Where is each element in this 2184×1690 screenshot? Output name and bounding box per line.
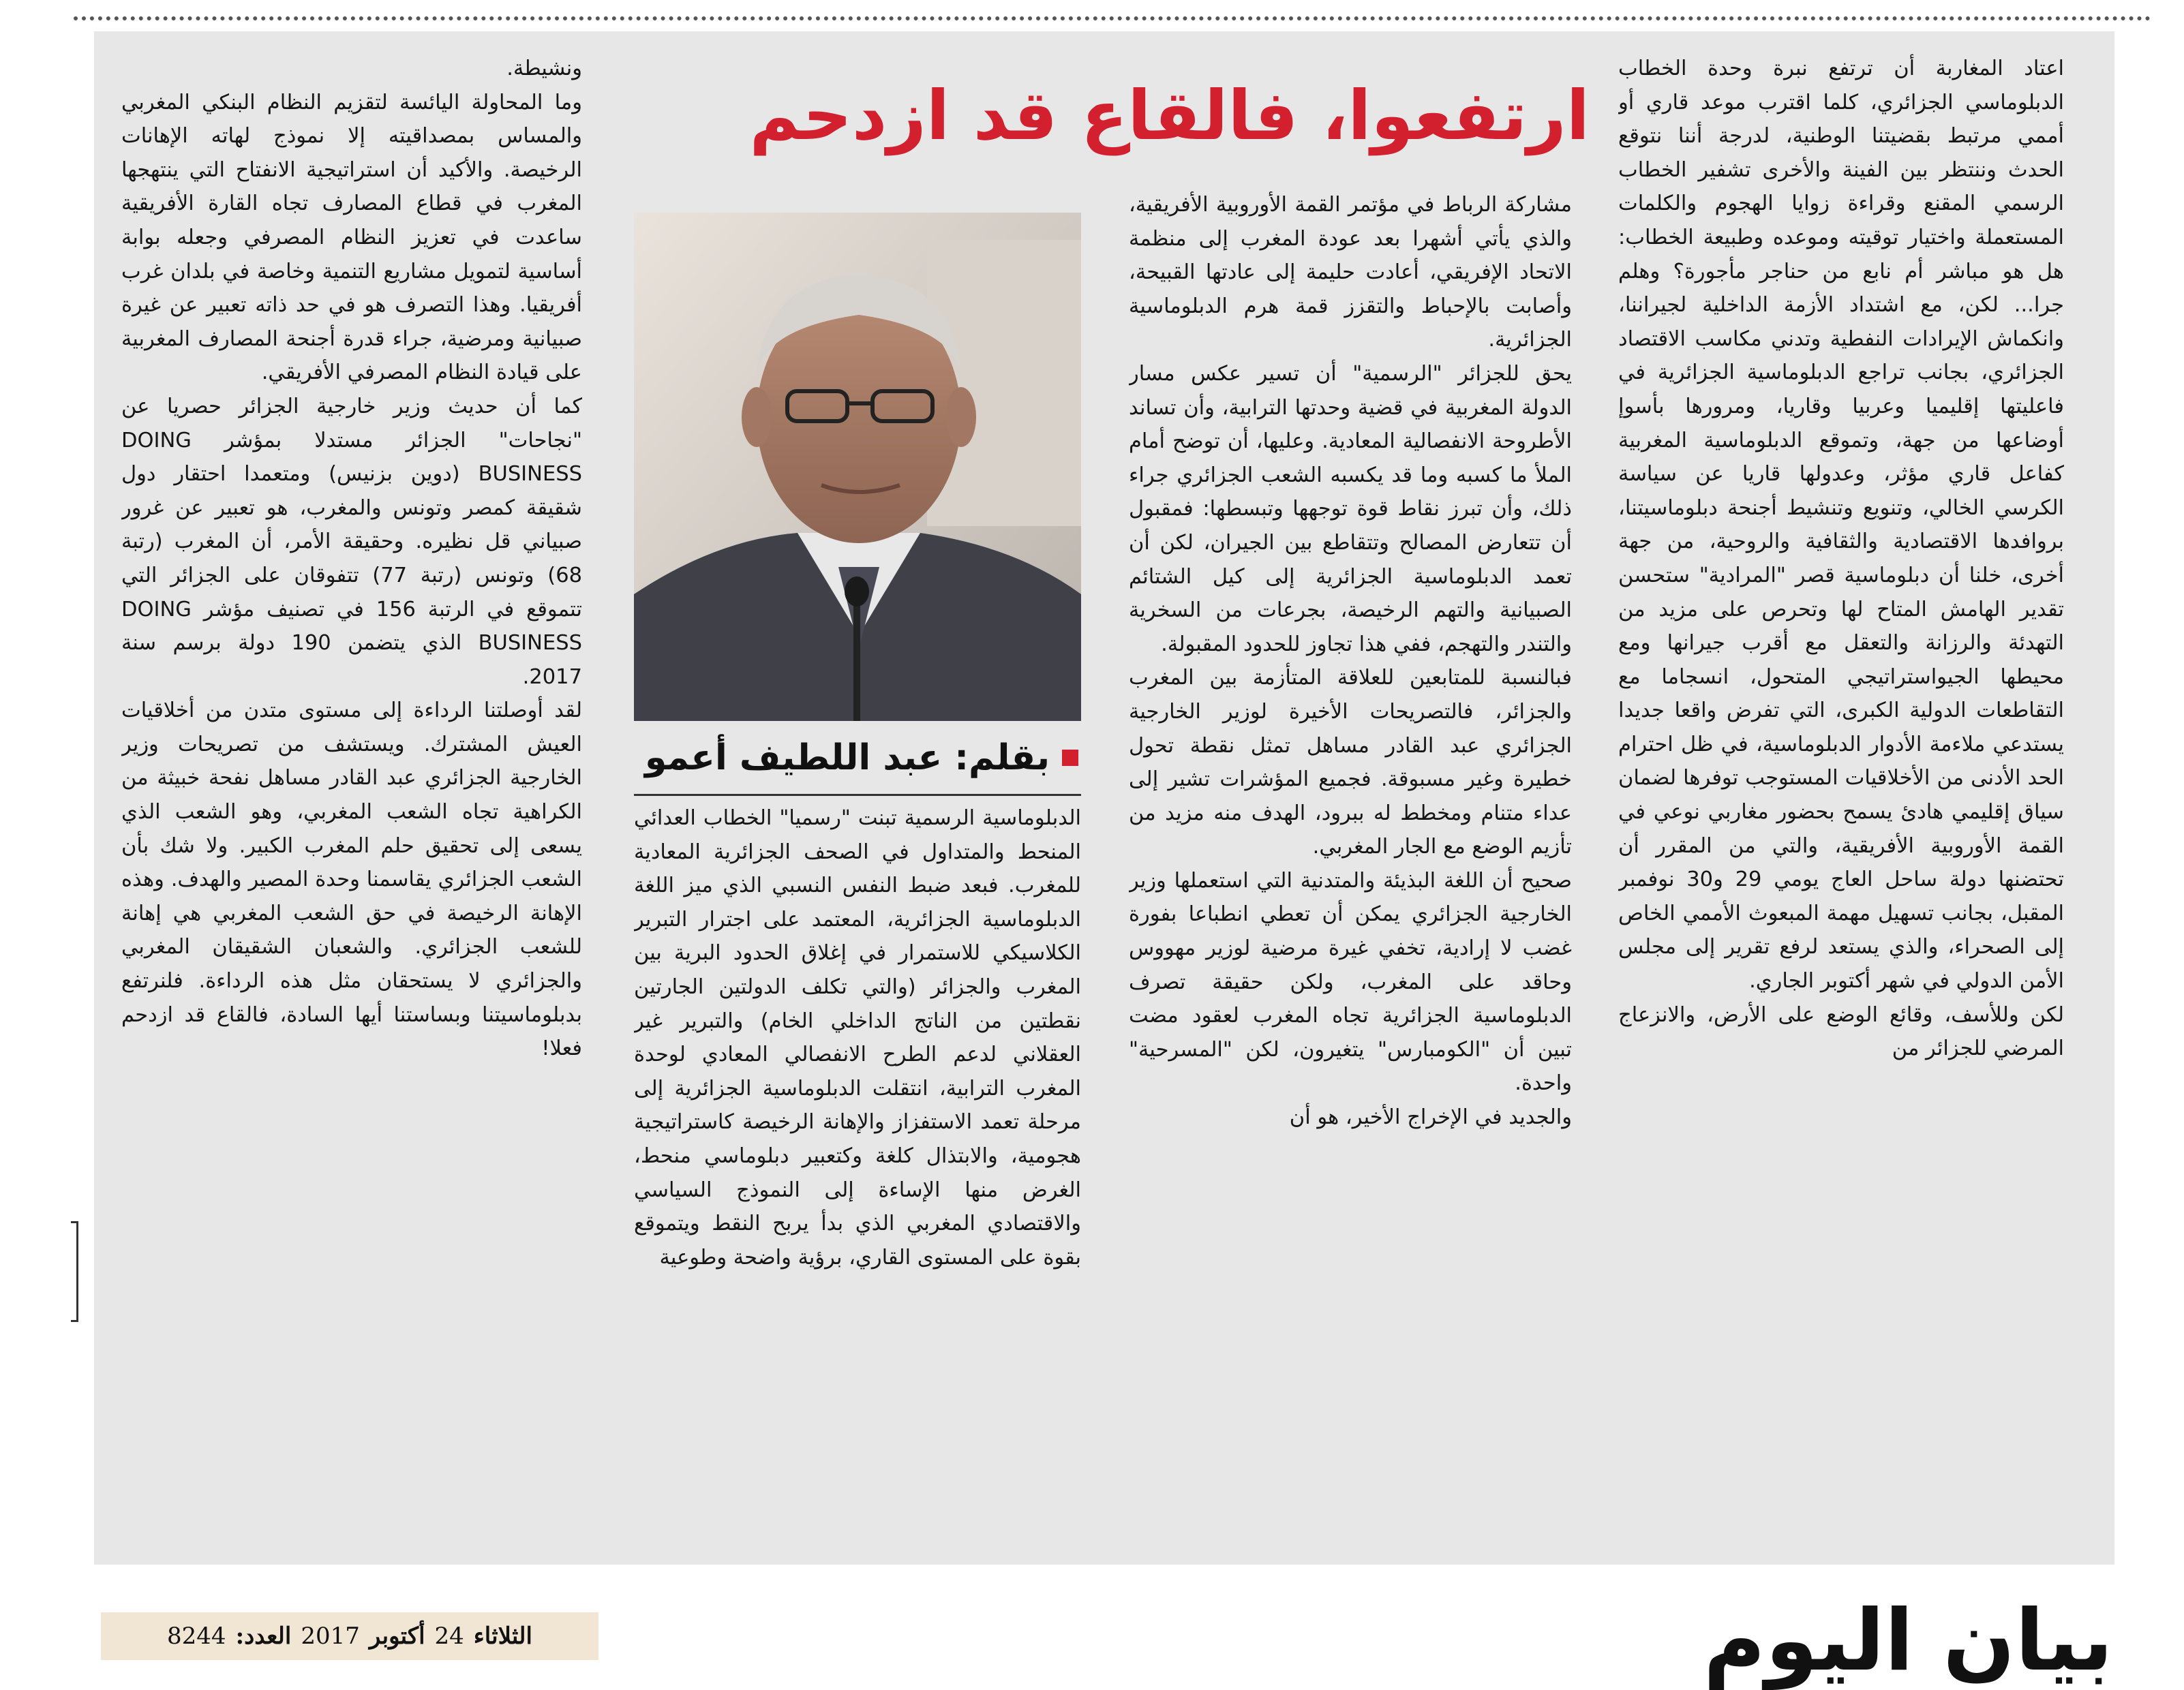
author-photo (634, 213, 1081, 721)
newspaper-masthead-logo (1701, 1580, 2113, 1689)
issue-label: العدد: (235, 1623, 292, 1650)
author-byline-text: بقلم: عبد اللطيف أعمو (644, 737, 1050, 778)
author-byline (634, 721, 1081, 796)
article-headline: ارتفعوا، فالقاع قد ازدحم (749, 76, 1590, 155)
red-square-marker (1062, 750, 1078, 766)
article-column-3: الدبلوماسية الرسمية تبنت "رسميا" الخطاب العدائي المنحط والمتداول في الصحف الجزائرية المعادية للمغرب. فبعد ضبط النفس النسبي الذي ميز اللغة الدبلوماسية الجزائرية، المعتمد على اجترار التبرير الكلاسيكي للاستمرار في إغلاق الحدود البرية بين المغرب والجزائر (والتي تكلف الدولتين الجارتين نقطتين من الناتج الداخلي الخام) والتبرير غير العقلاني لدعم الطرح الانفصالي المعادي لوحدة المغرب الترابية، انتقلت الدبلوماسية الجزائرية إلى مرحلة تعمد الاستفزاز والإهانة الرخيصة كاستراتيجية هجومية، والابتذال كلغة وكتعبير دبلوماسي منحط، الغرض منها الإساءة إلى النموذج السياسي والاقتصادي المغربي الذي بدأ يربح النقط ويتموقع بقوة على المستوى القاري، برؤية واضحة وطوعية (634, 806, 1081, 1270)
issue-year: 2017 (301, 1623, 360, 1650)
article-column-4: ونشيطة. وما المحاولة اليائسة لتقزيم النظام البنكي المغربي والمساس بمصداقيته إلا نموذج لهاته الإهانات الرخيصة. والأكيد أن استراتيجية الانفتاح التي ينتهجها المغرب في قطاع المصارف تجاه القارة الأفريقية ساعدت في تعزيز النظام المصرفي وجعله بوابة أساسية لتمويل مشاريع التنمية وخاصة في بلدان غرب أفريقيا. وهذا التصرف هو في حد ذاته تعبير عن غيرة صبيانية ومرضية، جراء قدرة أجنحة المصارف المغربية على قيادة النظام المصرفي الأفريقي. كما أن حديث وزير خارجية الجزائر حصريا عن "نجاحات" الجزائر مستدلا بمؤشر DOING BUSINESS (دوين بزنيس) ومتعمدا احتقار دول شقيقة كمصر وتونس والمغرب، هو تعبير عن غرور صبياني قل نظيره. وحقيقة الأمر، أن المغرب (رتبة 68) وتونس (رتبة 77) تتفوقان على الجزائر التي تتموقع في الرتبة 156 في تصنيف مؤشر DOING BUSINESS الذي يتضمن 190 دولة برسم سنة 2017. لقد أوصلتنا الرداءة إلى مستوى متدن من أخلاقيات العيش المشترك. ويستشف من تصريحات وزير الخارجية الجزائري عبد القادر مساهل نفحة خبيثة من الكراهية تجاه الشعب المغربي، وهو الشعب الذي يسعى إلى تحقيق حلم المغرب الكبير. ولا شك بأن الشعب الجزائري يقاسمنا وحدة المصير والهدف. وهذه الإهانة الرخيصة في حق الشعب المغربي هي إهانة للشعب الجزائري. والشعبان الشقيقان المغربي والجزائري لا يستحقان مثل هذه الرداءة. فلنرتفع بدبلوماسيتنا وبساستنا أيها السادة، فالقاع قد ازدحم فعلا! (121, 57, 582, 1061)
top-dotted-rule (74, 16, 2151, 20)
issue-number: 8244 (167, 1623, 226, 1650)
issue-day: الثلاثاء (473, 1623, 532, 1650)
masthead-name: بيان اليوم (1703, 1592, 2113, 1690)
crop-mark (71, 1221, 78, 1322)
author-portrait-image (634, 213, 1081, 721)
issue-date-bar (101, 1612, 598, 1660)
issue-month: أكتوبر (369, 1623, 425, 1650)
article-column-1: اعتاد المغاربة أن ترتفع نبرة وحدة الخطاب الدبلوماسي الجزائري، كلما اقترب موعد قاري أو أممي مرتبط بقضيتنا الوطنية، لدرجة أننا نتوقع الحدث وننتظر بين الفينة والأخرى تشفير الخطاب الرسمي المقنع وقراءة زوايا الهجوم والكلمات المستعملة واختيار توقيته وموعده وطبيعة الخطاب: هل هو مباشر أم نابع من حناجر مأجورة؟ وهلم جرا... لكن، مع اشتداد الأزمة الداخلية لجيراننا، وانكماش الإيرادات النفطية وتدني مكاسب الاقتصاد الجزائري، بجانب تراجع الدبلوماسية الجزائرية في فاعليتها إقليميا وعربيا وقاريا، ومرورها بأسوإ أوضاعها من جهة، وتموقع الدبلوماسية المغربية كفاعل قاري مؤثر، وعدولها قاريا عن سياسة الكرسي الخالي، وتنويع وتنشيط أجنحة دبلوماسيتنا، بروافدها الاقتصادية والثقافية والروحية، من جهة أخرى، خلنا أن دبلوماسية قصر "المرادية" ستحسن تقدير الهامش المتاح لها وتحرص على مزيد من التهدئة والرزانة والتعقل مع أقرب جيرانها ومع محيطها الجيواستراتيجي المتحول، انسجاما مع التقاطعات الدولية الكبرى، التي تفرض واقعا جديدا يستدعي ملاءمة الأدوار الدبلوماسية، في ظل احترام الحد الأدنى من الأخلاقيات المستوجب توفرها لضمان سياق إقليمي هادئ يسمح بحضور مغاربي نوعي في القمة الأوروبية الأفريقية، والتي من المقرر أن تحتضنها دولة ساحل العاج يومي 29 و30 نوفمبر المقبل، بجانب تسهيل مهمة المبعوث الأممي الخاص إلى الصحراء، والذي يستعد لرفع تقرير إلى مجلس الأمن الدولي في شهر أكتوبر الجاري. لكن وللأسف، وقائع الوضع على الأرض، والانزعاج المرضي للجزائر من (1618, 57, 2064, 1061)
issue-date-number: 24 (434, 1623, 464, 1650)
article-column-2: مشاركة الرباط في مؤتمر القمة الأوروبية الأفريقية، والذي يأتي أشهرا بعد عودة المغرب إلى منظمة الاتحاد الإفريقي، أعادت حليمة إلى عادتها القبيحة، وأصابت بالإحباط والتقزز قمة هرم الدبلوماسية الجزائرية. يحق للجزائر "الرسمية" أن تسير عكس مسار الدولة المغربية في قضية وحدتها الترابية، وأن تساند الأطروحة الانفصالية المعادية. وعليها، أن توضح أمام الملأ ما كسبه وما قد يكسبه الشعب الجزائري جراء ذلك، وأن تبرز نقاط قوة توجهها وتبسطها: فمقبول أن تتعارض المصالح وتتقاطع بين الجيران، لكن أن تعمد الدبلوماسية الجزائرية إلى كيل الشتائم الصبيانية والتهم الرخيصة، بجرعات من السخرية والتندر والتهجم، ففي هذا تجاوز للحدود المقبولة. فبالنسبة للمتابعين للعلاقة المتأزمة بين المغرب والجزائر، فالتصريحات الأخيرة لوزير الخارجية الجزائري عبد القادر مساهل تمثل نقطة تحول خطيرة وغير مسبوقة. فجميع المؤشرات تشير إلى عداء متنام ومخطط له ببرود، الهدف منه مزيد من تأزيم الوضع مع الجار المغربي. صحيح أن اللغة البذيئة والمتدنية التي استعملها وزير الخارجية الجزائري يمكن أن تعطي انطباعا بفورة غضب لا إرادية، تخفي غيرة مرضية لوزير مهووس وحاقد على المغرب، ولكن حقيقة تصرف الدبلوماسية الجزائرية تجاه المغرب لعقود مضت تبين أن "الكومبارس" يتغيرون، لكن "المسرحية" واحدة. والجديد في الإخراج الأخير، هو أن (1129, 193, 1572, 1130)
